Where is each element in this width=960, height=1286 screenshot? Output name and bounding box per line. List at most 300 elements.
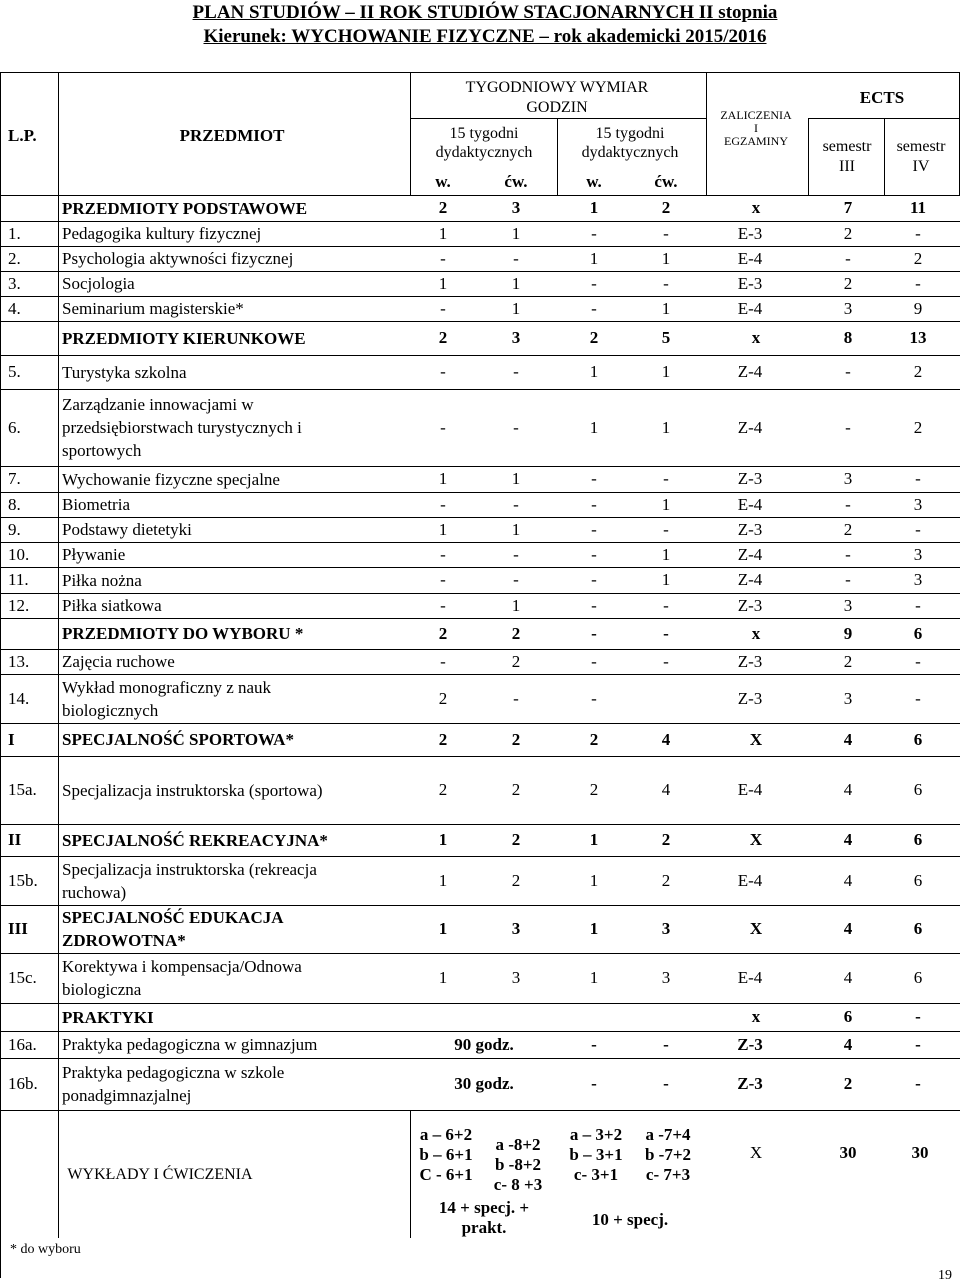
row-subject: Zajęcia ruchowe bbox=[62, 652, 175, 671]
row-w1: - bbox=[440, 298, 446, 318]
grid-line bbox=[410, 1110, 411, 1238]
summary-sem1-cw: b -8+2 bbox=[494, 1155, 542, 1174]
row-subject: SPECJALNOŚĆ REKREACYJNA* bbox=[62, 830, 328, 850]
row-c2: 2 bbox=[661, 198, 671, 217]
row-c1: 1 bbox=[511, 298, 521, 318]
row-subject: PRAKTYKI bbox=[62, 1007, 154, 1027]
grid-line bbox=[0, 1058, 960, 1059]
row-ects-IV: - bbox=[915, 1034, 921, 1054]
grid-line bbox=[884, 118, 885, 195]
row-zal: Z-3 bbox=[737, 595, 763, 615]
row-lp: 5. bbox=[8, 362, 21, 381]
row-lp: 9. bbox=[8, 519, 21, 539]
grid-line bbox=[808, 118, 809, 195]
row-subject: Seminarium magisterskie* bbox=[62, 299, 244, 318]
row-subject: Biometria bbox=[62, 495, 130, 514]
grid-line bbox=[557, 118, 558, 195]
grid-line bbox=[0, 72, 1, 1278]
header-zal-3: EGZAMINY bbox=[724, 134, 788, 148]
row-ects-IV: - bbox=[915, 519, 921, 539]
row-c2: 3 bbox=[661, 919, 671, 938]
row-zal: Z-3 bbox=[737, 1034, 763, 1054]
row-zal: Z-3 bbox=[737, 688, 763, 708]
grid-line bbox=[0, 221, 960, 222]
grid-line bbox=[0, 517, 960, 518]
header-semIV-2: IV bbox=[912, 158, 930, 175]
row-subject: Podstawy dietetyki bbox=[62, 520, 192, 539]
grid-line bbox=[0, 492, 960, 493]
row-lp: 8. bbox=[8, 494, 21, 514]
row-subject: ponadgimnazjalnej bbox=[62, 1086, 192, 1105]
row-ects-IV: 6 bbox=[913, 830, 923, 849]
row-lp: 10. bbox=[8, 544, 30, 564]
row-w2: - bbox=[591, 223, 597, 243]
row-c1: - bbox=[513, 570, 519, 589]
row-w1: - bbox=[440, 494, 446, 514]
row-subject: PRZEDMIOTY DO WYBORU * bbox=[62, 624, 304, 643]
row-w1: 1 bbox=[438, 469, 448, 488]
row-w2: 1 bbox=[589, 919, 599, 938]
grid-line bbox=[0, 593, 960, 594]
row-ects-III: 9 bbox=[843, 623, 853, 643]
row-w2: - bbox=[591, 688, 597, 708]
row-ects-III: 4 bbox=[843, 870, 853, 890]
row-w2: - bbox=[591, 623, 597, 643]
row-c1: - bbox=[513, 417, 519, 437]
row-c1: 2 bbox=[511, 651, 521, 671]
row-ects-III: 3 bbox=[843, 298, 853, 318]
row-subject: Zarządzanie innowacjami w bbox=[62, 395, 254, 414]
row-ects-IV: - bbox=[915, 688, 921, 708]
row-c1: - bbox=[513, 688, 519, 708]
row-lp: 7. bbox=[8, 469, 21, 488]
row-ects-III: 2 bbox=[843, 273, 853, 293]
grid-line bbox=[0, 1110, 960, 1111]
summary-sem2-w: c- 3+1 bbox=[573, 1165, 619, 1184]
grid-line bbox=[410, 118, 706, 119]
grid-line bbox=[0, 953, 960, 954]
summary-sem2-w: b – 3+1 bbox=[569, 1145, 623, 1164]
row-zal: E-4 bbox=[737, 780, 763, 799]
header-przedmiot: PRZEDMIOT bbox=[179, 126, 285, 145]
row-ects-III: - bbox=[845, 417, 851, 437]
grid-line bbox=[410, 72, 411, 195]
row-c1: 2 bbox=[511, 780, 521, 799]
header-lp: L.P. bbox=[8, 126, 37, 145]
row-zal: E-3 bbox=[737, 273, 763, 293]
page-number: 19 bbox=[938, 1268, 952, 1283]
row-c1: 2 bbox=[511, 729, 521, 749]
row-hours: 90 godz. bbox=[454, 1034, 514, 1054]
row-c1: - bbox=[513, 362, 519, 381]
header-cw1: ćw. bbox=[504, 172, 528, 191]
row-lp: 12. bbox=[8, 595, 30, 615]
header-zal-2: I bbox=[754, 121, 758, 135]
row-w2: - bbox=[591, 1074, 597, 1093]
summary-sem1-cw: a -8+2 bbox=[495, 1135, 541, 1154]
row-w2: 1 bbox=[589, 968, 599, 987]
row-w2: 1 bbox=[589, 870, 599, 890]
row-c2: 1 bbox=[661, 494, 671, 514]
row-ects-III: 4 bbox=[843, 830, 853, 849]
row-w2: 2 bbox=[589, 328, 599, 347]
summary-sem1-w: a – 6+2 bbox=[419, 1125, 473, 1144]
row-lp: 16a. bbox=[8, 1034, 37, 1054]
row-lp: 15b. bbox=[8, 870, 38, 890]
row-c2: 1 bbox=[661, 417, 671, 437]
row-subject: ZDROWOTNA* bbox=[62, 931, 186, 950]
row-c2: 1 bbox=[661, 544, 671, 564]
plan-title: PLAN STUDIÓW – II ROK STUDIÓW STACJONARNYCH II stopnia bbox=[192, 2, 778, 23]
row-lp: 6. bbox=[8, 417, 21, 437]
row-hours: 30 godz. bbox=[454, 1074, 514, 1093]
header-sem1-2: dydaktycznych bbox=[435, 144, 533, 161]
summary-ects-III: 30 bbox=[839, 1143, 857, 1162]
row-ects-III: 2 bbox=[843, 223, 853, 243]
header-wymiar-1: TYGODNIOWY WYMIAR bbox=[465, 79, 649, 96]
row-w2: - bbox=[591, 544, 597, 564]
header-zal-1: ZALICZENIA bbox=[720, 108, 792, 122]
grid-line bbox=[0, 72, 960, 73]
grid-line bbox=[0, 542, 960, 543]
row-c2: 4 bbox=[661, 780, 671, 799]
row-c1: 2 bbox=[511, 830, 521, 849]
row-c2: - bbox=[663, 1034, 669, 1054]
grid-line bbox=[0, 723, 960, 724]
row-w1: - bbox=[440, 544, 446, 564]
grid-line bbox=[0, 355, 960, 356]
grid-line bbox=[0, 824, 960, 825]
summary-label: WYKŁADY I ĆWICZENIA bbox=[67, 1166, 253, 1183]
row-ects-III: 8 bbox=[843, 328, 853, 347]
row-ects-III: - bbox=[845, 544, 851, 564]
row-lp: 15c. bbox=[8, 968, 37, 987]
row-c2: - bbox=[663, 595, 669, 615]
row-subject: przedsiębiorstwach turystycznych i bbox=[62, 418, 302, 437]
row-zal: x bbox=[751, 1007, 761, 1026]
summary-sem1-total: 14 + specj. + bbox=[438, 1198, 530, 1217]
row-w1: 2 bbox=[438, 780, 448, 799]
row-lp: 16b. bbox=[8, 1074, 38, 1093]
row-subject: ruchowa) bbox=[62, 882, 127, 902]
row-ects-III: 3 bbox=[843, 469, 853, 488]
summary-zal: X bbox=[749, 1143, 763, 1162]
row-zal: E-4 bbox=[737, 298, 763, 318]
row-ects-III: 2 bbox=[843, 1074, 853, 1093]
row-subject: Specjalizacja instruktorska (sportowa) bbox=[62, 780, 323, 800]
row-subject: Piłka siatkowa bbox=[62, 596, 162, 615]
row-lp: 1. bbox=[8, 223, 21, 243]
row-w2: - bbox=[591, 298, 597, 318]
summary-sem1-cw: c- 8 +3 bbox=[493, 1175, 543, 1194]
study-plan-table bbox=[0, 72, 960, 1278]
row-subject: PRZEDMIOTY PODSTAWOWE bbox=[62, 198, 308, 218]
row-c2: 2 bbox=[661, 830, 671, 849]
row-subject: biologicznych bbox=[62, 700, 159, 720]
row-zal: Z-4 bbox=[737, 570, 763, 589]
row-c1: - bbox=[513, 248, 519, 268]
row-zal: x bbox=[751, 198, 761, 217]
row-ects-IV: - bbox=[915, 469, 921, 488]
row-w1: 1 bbox=[438, 223, 448, 243]
row-zal: E-4 bbox=[737, 248, 763, 268]
row-ects-IV: - bbox=[915, 223, 921, 243]
row-w1: 1 bbox=[438, 919, 448, 938]
footnote: * do wyboru bbox=[10, 1242, 81, 1257]
row-ects-IV: 2 bbox=[913, 417, 923, 437]
row-w1: - bbox=[440, 570, 446, 589]
row-ects-IV: - bbox=[915, 595, 921, 615]
row-subject: PRZEDMIOTY KIERUNKOWE bbox=[62, 328, 306, 348]
summary-sem2-total: 10 + specj. bbox=[591, 1210, 669, 1229]
row-lp: II bbox=[8, 830, 22, 849]
row-c1: 3 bbox=[511, 919, 521, 938]
row-c2: 1 bbox=[661, 298, 671, 318]
row-c1: - bbox=[513, 494, 519, 514]
row-ects-III: - bbox=[845, 248, 851, 268]
row-subject: Korektywa i kompensacja/Odnowa bbox=[62, 957, 302, 976]
grid-line bbox=[0, 321, 960, 322]
row-ects-IV: - bbox=[915, 1074, 921, 1093]
row-ects-III: - bbox=[845, 570, 851, 589]
grid-line bbox=[0, 1031, 960, 1032]
header-semIII-1: semestr bbox=[822, 138, 872, 155]
row-ects-III: 4 bbox=[843, 919, 853, 938]
grid-line bbox=[0, 389, 960, 390]
grid-line bbox=[0, 618, 960, 619]
row-subject: biologiczna bbox=[62, 980, 142, 999]
row-w1: 1 bbox=[438, 830, 448, 849]
grid-line bbox=[0, 856, 960, 857]
row-zal: Z-3 bbox=[737, 1074, 763, 1093]
row-c2: 5 bbox=[661, 328, 671, 347]
row-ects-IV: 3 bbox=[913, 544, 923, 564]
row-ects-III: 4 bbox=[843, 780, 853, 799]
row-w2: 1 bbox=[589, 362, 599, 381]
row-c2: - bbox=[663, 273, 669, 293]
row-w2: - bbox=[591, 595, 597, 615]
grid-line bbox=[0, 649, 960, 650]
row-zal: Z-4 bbox=[737, 417, 763, 437]
row-ects-III: 4 bbox=[843, 729, 853, 749]
row-zal: X bbox=[749, 919, 763, 938]
row-lp: 14. bbox=[8, 688, 30, 708]
grid-line bbox=[0, 1003, 960, 1004]
row-zal: Z-3 bbox=[737, 519, 763, 539]
row-ects-IV: 9 bbox=[913, 298, 923, 318]
row-w2: - bbox=[591, 519, 597, 539]
row-ects-III: - bbox=[845, 362, 851, 381]
grid-line bbox=[0, 756, 960, 757]
row-ects-IV: - bbox=[915, 1007, 921, 1026]
grid-line bbox=[0, 905, 960, 906]
row-ects-IV: 6 bbox=[913, 968, 923, 987]
row-w1: 1 bbox=[438, 519, 448, 539]
summary-sem2-cw: c- 7+3 bbox=[645, 1165, 691, 1184]
row-c2: 1 bbox=[661, 248, 671, 268]
row-ects-IV: 6 bbox=[913, 780, 923, 799]
header-sem1-1: 15 tygodni bbox=[449, 125, 519, 142]
row-subject: Pływanie bbox=[62, 545, 126, 564]
row-ects-III: 6 bbox=[843, 1007, 853, 1026]
row-subject: SPECJALNOŚĆ EDUKACJA bbox=[62, 908, 284, 927]
grid-line bbox=[706, 72, 707, 195]
row-w2: - bbox=[591, 273, 597, 293]
row-lp: 4. bbox=[8, 298, 21, 318]
row-w1: 1 bbox=[438, 273, 448, 293]
header-wymiar-2: GODZIN bbox=[526, 99, 588, 116]
row-c2: - bbox=[663, 469, 669, 488]
row-zal: x bbox=[751, 328, 761, 347]
row-ects-III: 4 bbox=[843, 968, 853, 987]
row-w1: - bbox=[440, 362, 446, 381]
row-c1: 3 bbox=[511, 198, 521, 217]
row-w2: - bbox=[591, 1034, 597, 1054]
row-w2: 1 bbox=[589, 417, 599, 437]
row-c1: 1 bbox=[511, 273, 521, 293]
row-w1: - bbox=[440, 417, 446, 437]
row-lp: 15a. bbox=[8, 780, 37, 799]
row-w2: - bbox=[591, 570, 597, 589]
row-subject: Praktyka pedagogiczna w gimnazjum bbox=[62, 1035, 318, 1054]
row-c1: 3 bbox=[511, 968, 521, 987]
row-c2: - bbox=[663, 223, 669, 243]
header-sem2-1: 15 tygodni bbox=[595, 125, 665, 142]
row-w2: 1 bbox=[589, 198, 599, 217]
row-subject: Praktyka pedagogiczna w szkole bbox=[62, 1063, 285, 1082]
row-ects-III: 4 bbox=[843, 1034, 853, 1054]
grid-line bbox=[808, 118, 960, 119]
summary-ects-IV: 30 bbox=[911, 1143, 929, 1162]
row-zal: Z-4 bbox=[737, 544, 763, 564]
row-c2: - bbox=[663, 519, 669, 539]
row-lp: I bbox=[8, 729, 15, 749]
summary-sem2-w: a – 3+2 bbox=[569, 1125, 623, 1144]
header-sem2-2: dydaktycznych bbox=[581, 144, 679, 161]
row-c2: 3 bbox=[661, 968, 671, 987]
summary-sem2-cw: a -7+4 bbox=[645, 1125, 691, 1144]
grid-line bbox=[58, 1110, 59, 1238]
grid-line bbox=[58, 195, 59, 1110]
row-c1: 1 bbox=[511, 469, 521, 488]
header-cw2: ćw. bbox=[654, 172, 678, 191]
row-zal: Z-3 bbox=[737, 469, 763, 488]
row-c2: - bbox=[663, 1074, 669, 1093]
row-ects-IV: 6 bbox=[913, 870, 923, 890]
row-c2: 1 bbox=[661, 570, 671, 589]
row-w1: - bbox=[440, 248, 446, 268]
summary-sem1-total: prakt. bbox=[461, 1218, 507, 1237]
row-ects-IV: - bbox=[915, 273, 921, 293]
summary-sem1-w: b – 6+1 bbox=[419, 1145, 473, 1164]
row-w1: - bbox=[440, 651, 446, 671]
row-ects-III: 3 bbox=[843, 595, 853, 615]
grid-line bbox=[0, 271, 960, 272]
row-w2: 2 bbox=[589, 729, 599, 749]
row-subject: Turystyka szkolna bbox=[62, 362, 187, 382]
row-subject: sportowych bbox=[62, 441, 142, 460]
row-c2: - bbox=[663, 623, 669, 643]
row-ects-III: - bbox=[845, 494, 851, 514]
row-subject: Psychologia aktywności fizycznej bbox=[62, 249, 294, 268]
row-subject: Wykład monograficzny z nauk bbox=[62, 677, 272, 697]
row-ects-IV: 11 bbox=[909, 198, 927, 217]
grid-line bbox=[0, 296, 960, 297]
row-w1: 2 bbox=[438, 198, 448, 217]
row-w1: - bbox=[440, 595, 446, 615]
grid-line bbox=[0, 195, 960, 196]
row-w1: 2 bbox=[438, 688, 448, 708]
summary-sem2-cw: b -7+2 bbox=[644, 1145, 692, 1164]
row-subject: SPECJALNOŚĆ SPORTOWA* bbox=[62, 730, 294, 749]
row-lp: 2. bbox=[8, 248, 21, 268]
grid-line bbox=[0, 246, 960, 247]
row-w2: - bbox=[591, 469, 597, 488]
row-lp: 3. bbox=[8, 273, 21, 293]
row-zal: x bbox=[751, 623, 761, 643]
row-zal: E-4 bbox=[737, 968, 763, 987]
row-zal: X bbox=[749, 830, 763, 849]
row-subject: Pedagogika kultury fizycznej bbox=[62, 224, 262, 243]
grid-line bbox=[58, 72, 59, 195]
grid-line bbox=[0, 567, 960, 568]
row-lp: 11. bbox=[8, 570, 29, 589]
row-lp: III bbox=[8, 919, 28, 938]
header-ects: ECTS bbox=[859, 88, 905, 107]
row-c1: 1 bbox=[511, 519, 521, 539]
row-lp: 13. bbox=[8, 651, 30, 671]
row-ects-IV: - bbox=[915, 651, 921, 671]
header-w2: w. bbox=[586, 172, 602, 191]
row-ects-IV: 3 bbox=[913, 494, 923, 514]
row-zal: Z-3 bbox=[737, 651, 763, 671]
row-subject: Socjologia bbox=[62, 274, 135, 293]
row-c1: 2 bbox=[511, 870, 521, 890]
row-w1: 2 bbox=[438, 729, 448, 749]
row-c2: - bbox=[663, 651, 669, 671]
row-c2: 2 bbox=[661, 870, 671, 890]
row-w1: 1 bbox=[438, 870, 448, 890]
summary-sem1-w: C - 6+1 bbox=[419, 1165, 473, 1184]
row-ects-IV: 2 bbox=[913, 248, 923, 268]
row-ects-III: 2 bbox=[843, 519, 853, 539]
row-ects-III: 2 bbox=[843, 651, 853, 671]
header-semIV-1: semestr bbox=[896, 138, 946, 155]
row-c2: 4 bbox=[661, 729, 671, 749]
row-w2: 1 bbox=[589, 248, 599, 268]
header-w1: w. bbox=[435, 172, 451, 191]
row-zal: Z-4 bbox=[737, 362, 763, 381]
row-w2: - bbox=[591, 651, 597, 671]
row-zal: X bbox=[749, 729, 763, 749]
grid-line bbox=[0, 466, 960, 467]
row-w2: - bbox=[591, 494, 597, 514]
row-c1: 1 bbox=[511, 595, 521, 615]
row-ects-IV: 3 bbox=[913, 570, 923, 589]
header-semIII-2: III bbox=[839, 158, 855, 175]
row-w2: 1 bbox=[589, 830, 599, 849]
row-zal: E-3 bbox=[737, 223, 763, 243]
row-w1: 2 bbox=[438, 623, 448, 643]
row-subject: Piłka nożna bbox=[62, 570, 142, 590]
row-c1: 3 bbox=[511, 328, 521, 347]
row-ects-III: 3 bbox=[843, 688, 853, 708]
row-zal: E-4 bbox=[737, 870, 763, 890]
row-subject: Wychowanie fizyczne specjalne bbox=[62, 469, 280, 489]
row-ects-IV: 6 bbox=[913, 623, 923, 643]
row-c1: 1 bbox=[511, 223, 521, 243]
row-c1: - bbox=[513, 544, 519, 564]
